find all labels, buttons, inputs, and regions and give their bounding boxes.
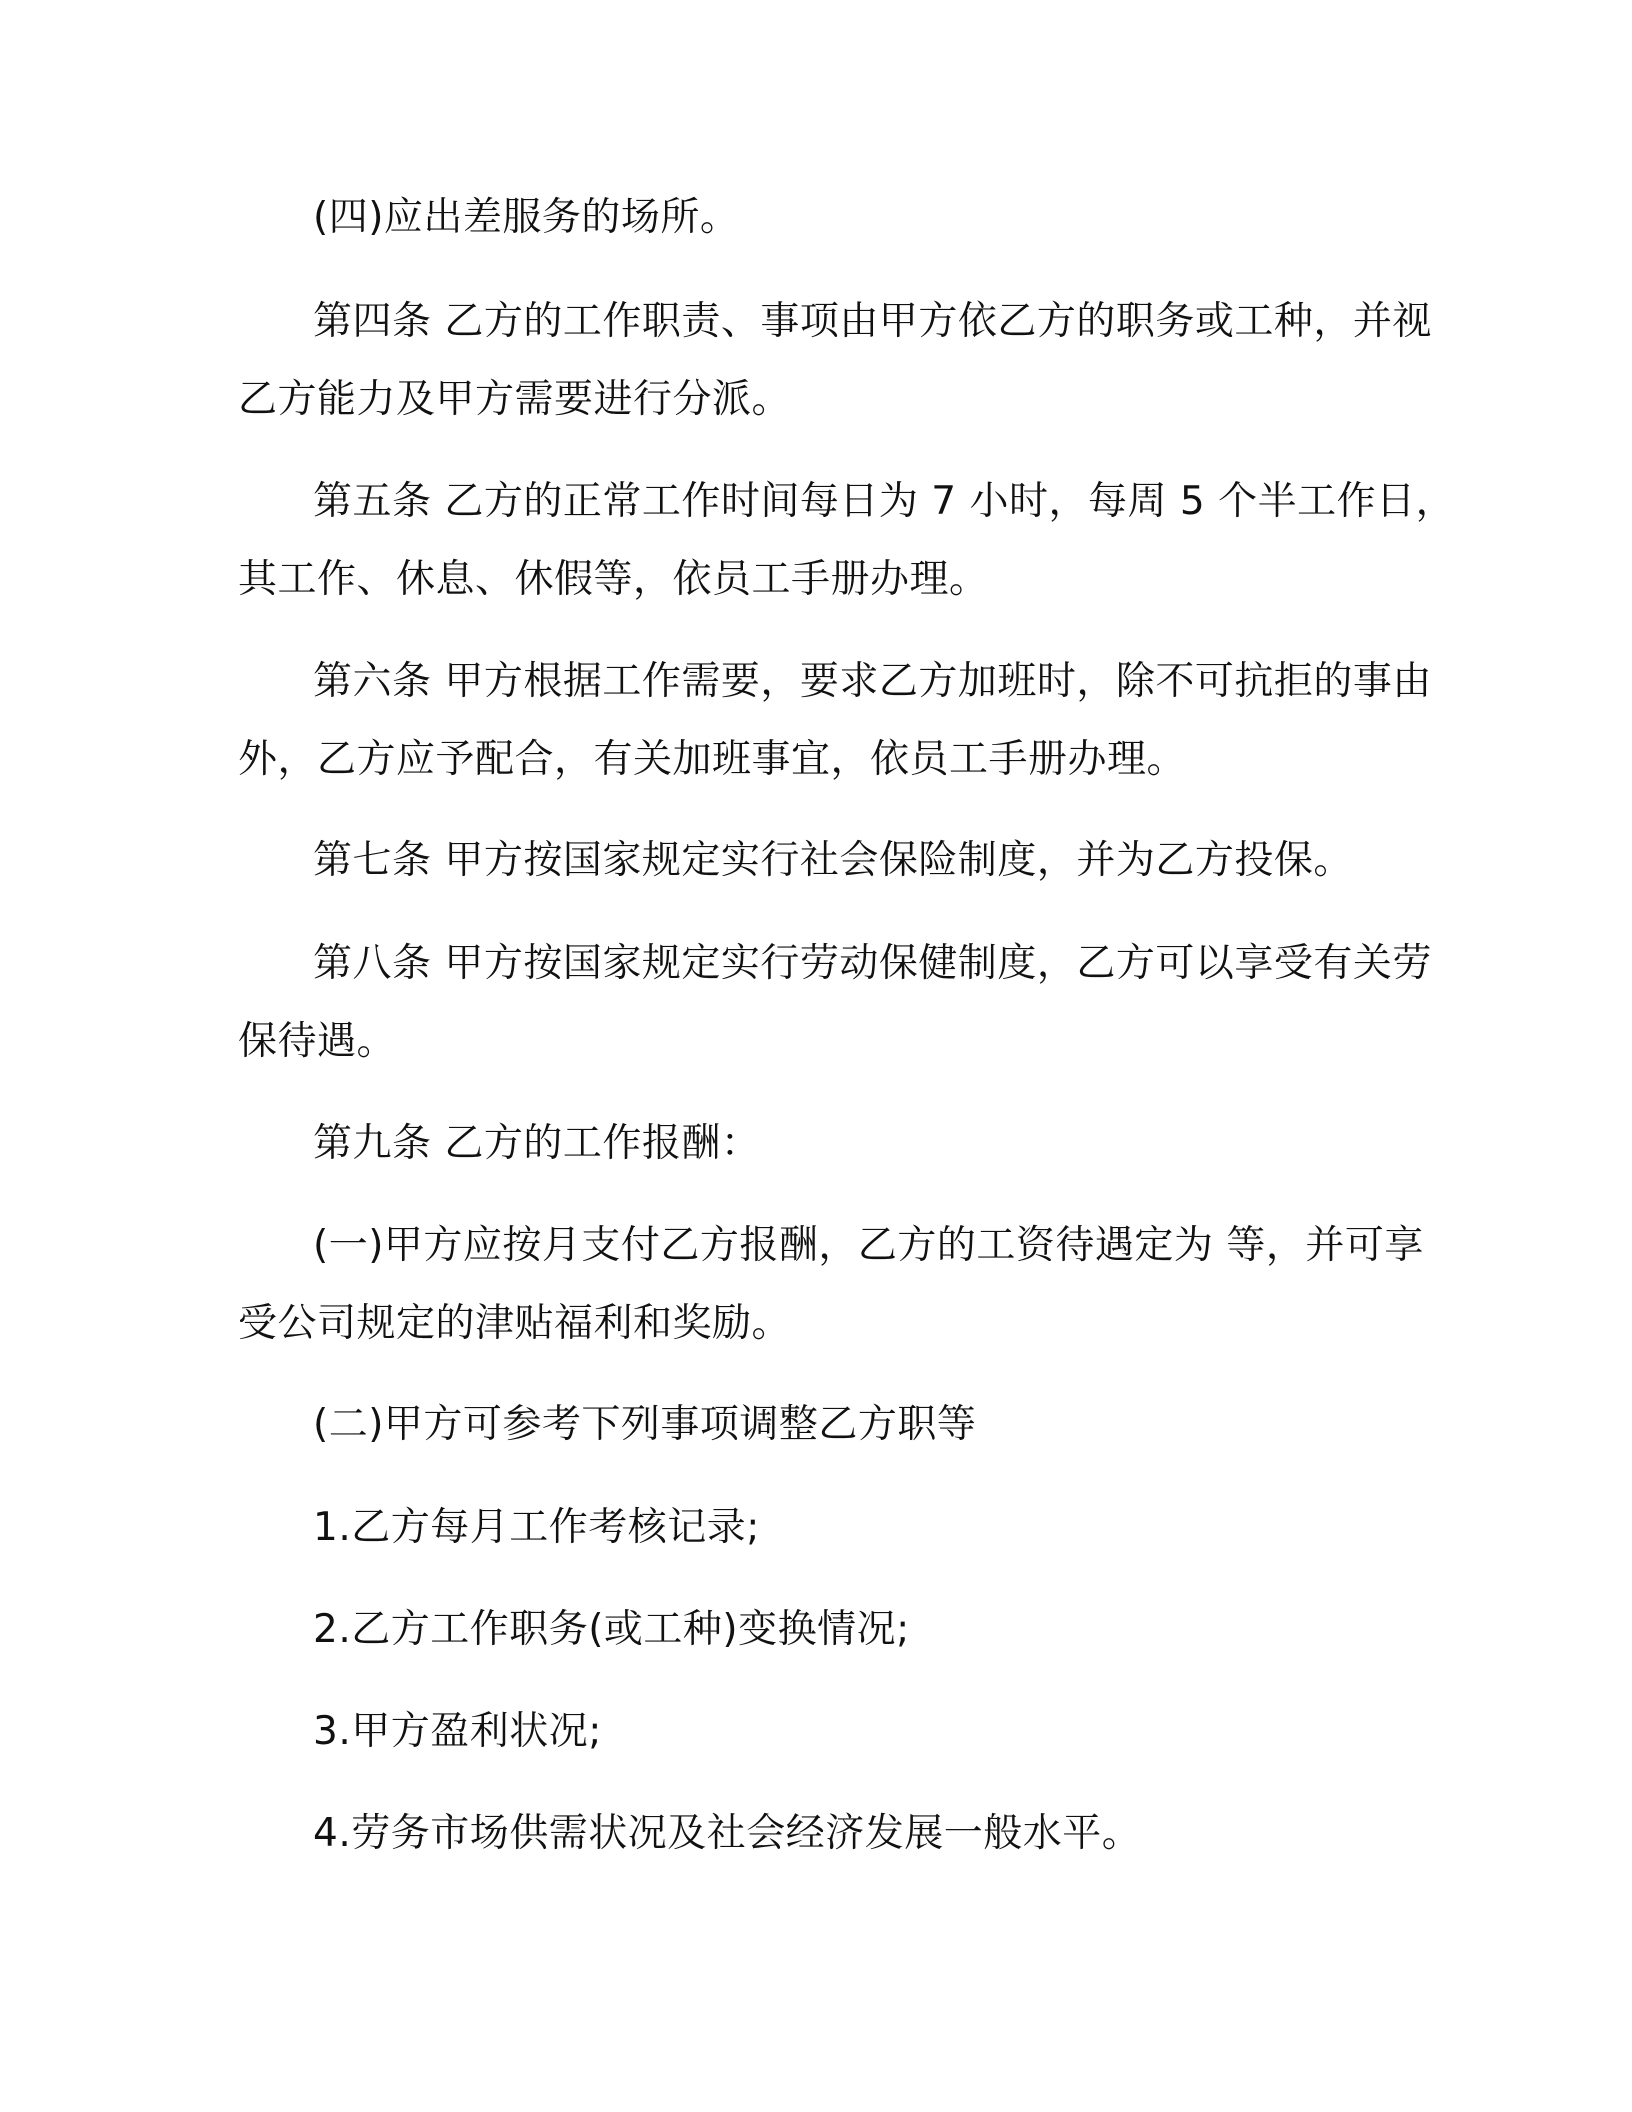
article-9-heading: 第九条 乙方的工作报酬： (313, 1121, 761, 1166)
article-5-line-2: 其工作、休息、休假等，依员工手册办理。 (238, 557, 989, 602)
list-item-2: 2.乙方工作职务(或工种)变换情况; (313, 1607, 910, 1652)
article-6-line-2: 外，乙方应予配合，有关加班事宜，依员工手册办理。 (238, 737, 1187, 782)
clause-2-line: (二)甲方可参考下列事项调整乙方职等 (313, 1402, 977, 1447)
article-7-line: 第七条 甲方按国家规定实行社会保险制度，并为乙方投保。 (313, 838, 1353, 883)
article-8-line-2: 保待遇。 (238, 1019, 397, 1064)
list-item-3: 3.甲方盈利状况; (313, 1709, 602, 1754)
article-8-line-1: 第八条 甲方按国家规定实行劳动保健制度，乙方可以享受有关劳 (313, 941, 1432, 986)
clause-1-line-2: 受公司规定的津贴福利和奖励。 (238, 1301, 792, 1346)
clause-1-line-1: (一)甲方应按月支付乙方报酬，乙方的工资待遇定为 等，并可享 (313, 1223, 1424, 1268)
article-4-line-2: 乙方能力及甲方需要进行分派。 (238, 377, 792, 422)
list-item-4: 4.劳务市场供需状况及社会经济发展一般水平。 (313, 1811, 1142, 1856)
article-6-line-1: 第六条 甲方根据工作需要，要求乙方加班时，除不可抗拒的事由 (313, 659, 1432, 704)
list-item-1: 1.乙方每月工作考核记录; (313, 1505, 760, 1550)
text-line: (四)应出差服务的场所。 (313, 195, 740, 240)
article-5-line-1: 第五条 乙方的正常工作时间每日为 7 小时，每周 5 个半工作日， (313, 479, 1456, 524)
article-4-line-1: 第四条 乙方的工作职责、事项由甲方依乙方的职务或工种，并视 (313, 299, 1432, 344)
